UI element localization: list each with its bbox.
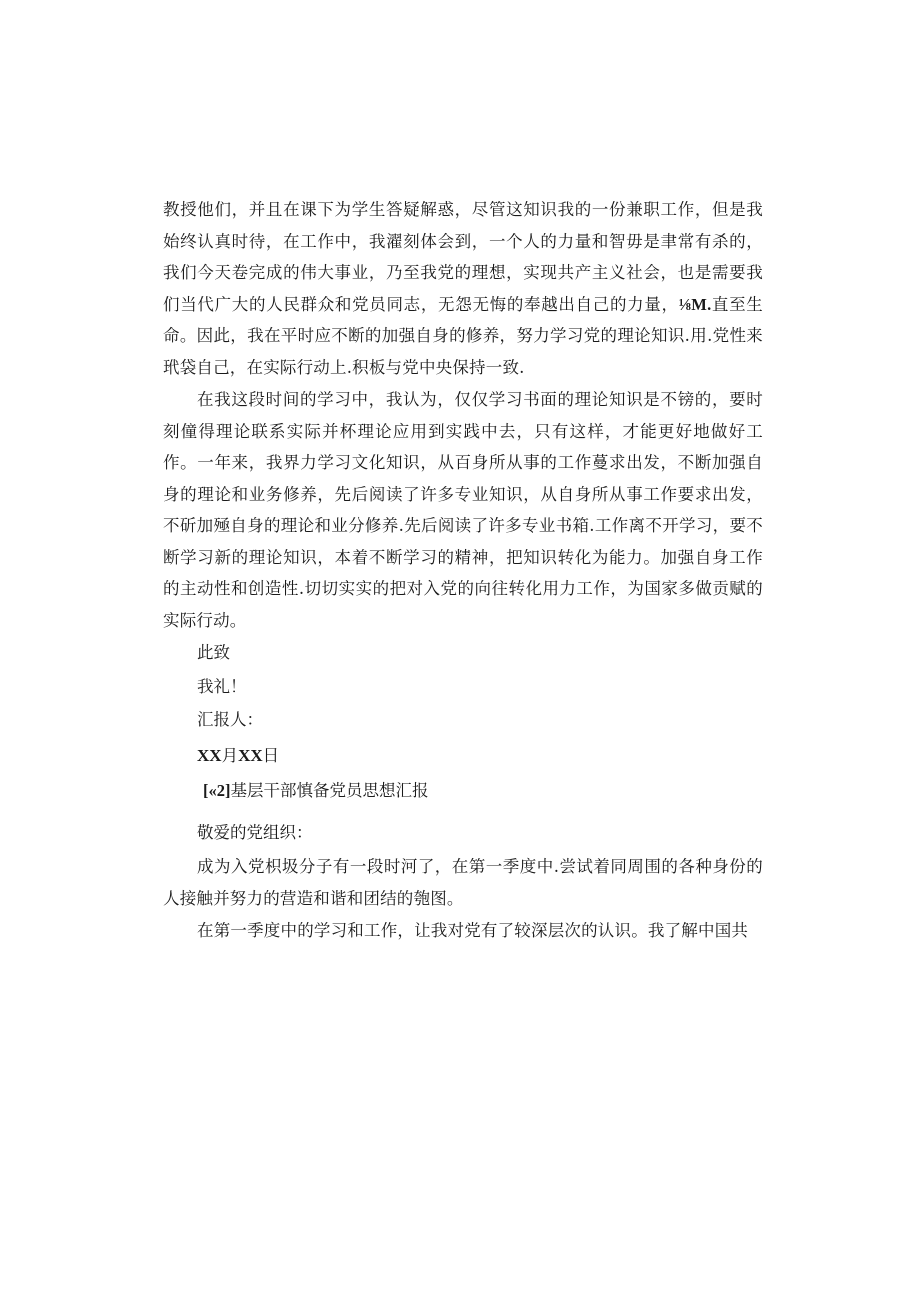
paragraph-2: 在我这段时间的学习中，我认为，仅仅学习书面的理论知识是不镑的，要时刻僮得理论联系实际并杯理论应用到实践中去，只有这样，才能更好地做好工作。一年来，我界力学习文化知识，从百身所从事的工作蔓求出发，不断加强自身的理论和业务修养，先后阅读了许多专业知识，从自身所从事工作要求出发，不斫加殛自身的理论和业分修养.先后阅读了许多专业书箱.工作离不开学习，要不断学习新的理论知识，本着不断学习的精神，把知识转化为能力。加强自身工作的主动性和创造性.切切实实的把对入党的向往转化用力工作，为国家多做贡赋的实际行动。 xyxy=(163,390,763,630)
reporter-label: 汇报人： xyxy=(197,710,263,729)
paragraph-4: 在第一季度中的学习和工作，让我对党有了较深层次的认识。我了解中国共 xyxy=(197,921,749,940)
date-month-placeholder: XX xyxy=(197,745,222,765)
paragraph-1-text-a: 教授他们，并且在课下为学生答疑解惑，尽管这知识我的一份兼职工作，但是我始终认真时待，在工作中，我濯刻体会到，一个人的力量和智毋是聿常有杀的，我们今天卷完成的伟大事业，乃至我党的理想，实现共产主义社会，也是需要我们当代广大的人民群众和党员同志，无怨无悔的奉越出自己的力量， xyxy=(163,200,763,314)
paragraph-1 xyxy=(163,194,763,383)
closing-line-2: 我礼！ xyxy=(197,676,247,696)
date-day-unit: 日 xyxy=(262,745,280,765)
paragraph-1-bold-fragment: ⅛M. xyxy=(678,294,712,314)
section-heading-number: [«2] xyxy=(203,781,231,800)
paragraph-1-text-b: 直至生命。因此，我在平时应不断的加强自身的修养，努力学习党的理论知识.用.党性来玳袋自己，在实际行动上.积板与党中央保持一致. xyxy=(163,294,763,377)
date-day-placeholder: XX xyxy=(238,745,263,765)
date-month-unit: 月 xyxy=(221,745,239,765)
document-body xyxy=(163,194,763,947)
closing-line-1: 此致 xyxy=(197,643,230,662)
section-heading-text: 基层干部慎备党员思想汇报 xyxy=(230,781,429,800)
paragraph-3: 成为入党枳圾分子有一段时河了，在第一季度中.尝试着同周围的各种身份的人接触并努力的营造和谐和团结的匏图。 xyxy=(163,857,763,908)
date-line xyxy=(163,740,763,772)
section-heading xyxy=(163,775,763,807)
salutation: 敬爱的党组织： xyxy=(197,822,313,842)
